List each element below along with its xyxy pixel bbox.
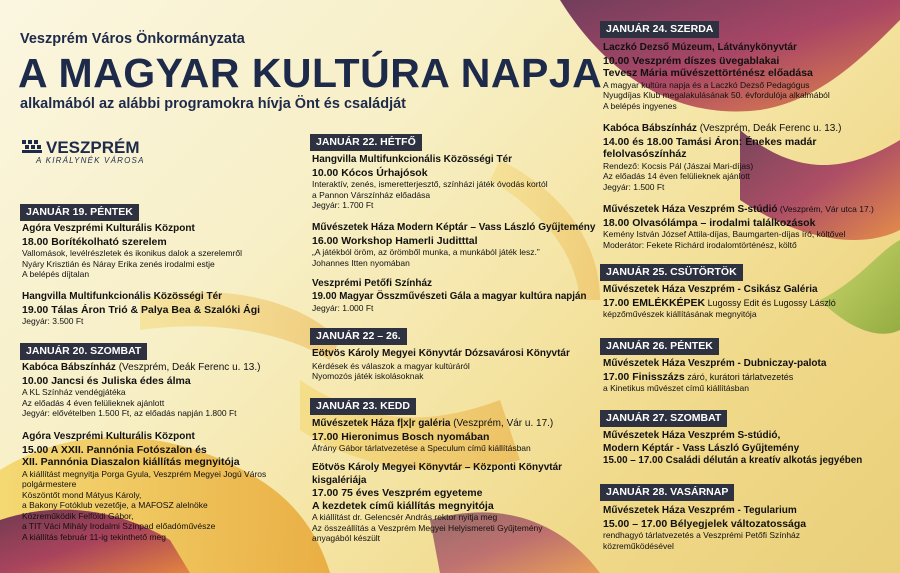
event-title: 15.00 A XXII. Pannónia Fotószalon és: [22, 443, 207, 456]
event-venue: Hangvilla Multifunkcionális Közösségi Tér: [312, 154, 513, 165]
event-desc: Az összeállítás a Veszprém Megyei Helyismereti Gyűjtemény: [312, 522, 543, 533]
event-venue: Agóra Veszprémi Kulturális Központ: [22, 223, 195, 234]
event-title: 17.00 Finisszázs: [603, 370, 685, 383]
event-desc: Jegyár: elővételben 1.500 Ft, az előadás napján 1.800 Ft: [22, 408, 237, 418]
event-desc: Az előadás 14 éven felülieknek ajánlott: [603, 171, 750, 181]
event-talas-trio: [22, 291, 260, 327]
event-desc: Köszöntőt mond Mátyus Károly,: [22, 489, 142, 500]
event-desc: A KL Színház vendégjátéka: [22, 387, 126, 397]
event-desc: Vallomások, levélrészletek és ikonikus dalok a szerelemről: [22, 248, 242, 258]
event-desc: A belépés díjtalan: [22, 269, 90, 279]
event-venue-address: (Veszprém, Deák Ferenc u. 13.): [696, 123, 842, 134]
event-osszmuveszeti-gala: [312, 278, 586, 314]
event-enekes-madar: [603, 123, 841, 192]
event-title: 16.00 Workshop Hamerli Juditttal: [312, 234, 478, 247]
event-desc: rendhagyó tárlatvezetés a Veszprémi Petőfi Színház: [603, 530, 801, 540]
event-diszes-uvegablakai: [603, 42, 830, 111]
event-desc: A belépés ingyenes: [603, 100, 677, 111]
logo-name: VESZPRÉM: [46, 138, 140, 157]
event-desc: Kérdések és válaszok a magyar kultúráról: [312, 360, 470, 371]
event-venue: Veszprémi Petőfi Színház: [312, 278, 433, 289]
event-workshop-hamerli: [312, 222, 595, 268]
event-title: felolvasószínház: [603, 148, 687, 160]
event-venue-address: (Veszprém, Deák Ferenc u. 13.): [115, 362, 261, 373]
page-title: A MAGYAR KULTÚRA NAPJA: [18, 50, 603, 96]
event-title: 10.00 Jancsi és Juliska édes álma: [22, 374, 191, 387]
event-desc: Az előadás 4 éven felülieknek ajánlott: [22, 397, 165, 408]
event-venue-address: (Veszprém, Vár utca 17.): [777, 204, 874, 214]
event-olvasolampa: [603, 203, 874, 250]
day-header-jan20: JANUÁR 20. SZOMBAT: [20, 343, 147, 360]
event-desc: A magyar kultúra napja és a Laczkó Dezső Pedagógus: [603, 79, 810, 90]
event-venue: Agóra Veszprémi Kulturális Központ: [22, 431, 195, 442]
event-desc: A kiállítást dr. Gelencsér András rektor nyitja meg: [312, 512, 498, 522]
event-venue: kisgalériája: [312, 474, 367, 486]
event-desc: Nyomozós játék iskolásoknak: [312, 371, 424, 381]
event-venue: Művészetek Háza Veszprém S-stúdió,: [603, 430, 781, 441]
event-venue: Művészetek Háza Veszprém - Csikász Galéria: [603, 284, 818, 295]
event-title: 17.00 EMLÉKKÉPEK: [603, 296, 706, 309]
event-venue: Eötvös Károly Megyei Könyvtár – Központi Könyvtár: [312, 462, 563, 473]
event-title: 15.00 – 17.00 Családi délután a kreatív alkotás jegyében: [603, 455, 863, 466]
event-belyegjelek: [603, 505, 806, 551]
event-desc: Jegyár: 1.700 Ft: [312, 200, 374, 210]
event-venue: Művészetek Háza Modern Képtár – Vass László Gyűjtemény: [312, 222, 596, 233]
event-title: Tevesz Mária művészettörténész előadása: [603, 67, 813, 79]
event-desc: A kiállítás február 11-ig tekinthető meg: [22, 531, 166, 542]
event-emlekkepek: [603, 284, 836, 320]
event-desc: Moderátor: Fekete Richárd irodalomtörténész, költő: [603, 239, 797, 250]
event-desc: Nyáry Krisztián és Náray Erika zenés irodalmi estje: [22, 258, 215, 269]
event-desc: képzőművészek kiállításának megnyitója: [603, 309, 757, 319]
event-desc: Jegyár: 1.500 Ft: [603, 181, 665, 192]
logo-tagline: A KIRÁLYNÉK VÁROSA: [36, 156, 145, 165]
event-jancsi-juliska: [22, 362, 260, 419]
event-desc: anyagából készült: [312, 533, 381, 543]
event-title: 19.00 Tálas Áron Trió & Palya Bea & Szalóki Ági: [22, 303, 261, 316]
event-title-note: záró, kurátori tárlatvezetés: [684, 371, 794, 382]
event-desc: a Pannon Várszínház előadása: [312, 189, 431, 200]
event-venue: Művészetek Háza f|x|r galéria: [312, 418, 451, 429]
event-venue: Modern Képtár - Vass László Gyűjtemény: [603, 442, 800, 454]
event-finisszazs: [603, 358, 826, 394]
event-venue: Kabóca Bábszínház: [22, 362, 116, 373]
event-dozsavarosi-nyomozos: [312, 348, 570, 382]
event-75-eves-egyetem: [312, 462, 562, 544]
event-desc: Interaktív, zenés, ismeretterjesztő, színházi játék óvodás kortól: [312, 179, 548, 189]
event-venue: Eötvös Károly Megyei Könyvtár Dózsavárosi Könyvtár: [312, 348, 570, 359]
organizer: Veszprém Város Önkormányzata: [20, 31, 245, 47]
event-venue: Művészetek Háza Veszprém - Dubniczay-palota: [603, 358, 827, 369]
day-header-jan28: JANUÁR 28. VASÁRNAP: [600, 484, 734, 501]
event-venue: Művészetek Háza Veszprém S-stúdió: [603, 204, 778, 215]
day-header-jan22: JANUÁR 22. HÉTFŐ: [310, 134, 422, 151]
event-desc: a Kinetikus művészet című kiállításban: [603, 383, 749, 393]
event-title: 14.00 és 18.00 Tamási Áron: Énekes madár: [603, 135, 817, 148]
event-desc: Jegyár: 3.500 Ft: [22, 316, 84, 326]
event-desc: Közreműködik Felföldi Gábor,: [22, 510, 134, 521]
event-title: XII. Pannónia Diaszalon kiállítás megnyitója: [22, 456, 240, 468]
event-title: 18.00 Olvasólámpa – irodalmi találkozások: [603, 216, 816, 229]
event-desc: közreműködésével: [603, 540, 674, 551]
event-title-note: Lugossy Edit és Lugossy László: [705, 297, 836, 308]
event-title: 17.00 75 éves Veszprém egyeteme: [312, 487, 483, 499]
event-title: 15.00 – 17.00 Bélyegjelek változatossága: [603, 517, 807, 530]
event-title: A kezdetek című kiállítás megnyitója: [312, 499, 494, 512]
event-venue-address: (Veszprém, Vár u. 17.): [450, 418, 554, 429]
event-desc: Nyugdíjas Klub megalakulásának 50. évfordulója alkalmából: [603, 90, 830, 100]
event-title: 18.00 Borítékolható szerelem: [22, 235, 167, 248]
event-bosch-nyomaban: [312, 418, 553, 454]
event-venue: Kabóca Bábszínház: [603, 123, 697, 134]
day-header-jan19: JANUÁR 19. PÉNTEK: [20, 204, 139, 221]
event-desc: „A játékból öröm, az örömből munka, a munkából játék lesz.”: [312, 247, 540, 257]
event-title: 10.00 Kócos Úrhajósok: [312, 166, 428, 179]
day-header-jan27: JANUÁR 27. SZOMBAT: [600, 410, 727, 427]
event-desc: A kiállítást megnyitja Porga Gyula, Veszprém Megyei Jogú Város: [22, 468, 267, 479]
event-desc: polgármestere: [22, 479, 77, 489]
event-venue: Hangvilla Multifunkcionális Közösségi Tér: [22, 291, 223, 302]
day-header-jan23: JANUÁR 23. KEDD: [310, 398, 416, 415]
event-csaladi-delutan: [603, 430, 862, 468]
day-header-jan24: JANUÁR 24. SZERDA: [600, 21, 719, 38]
event-desc: Jegyár: 1.000 Ft: [312, 303, 374, 313]
event-desc: Áfrány Gábor tárlatvezetése a Speculum című kiállításban: [312, 443, 531, 453]
event-kocos-urhajosok: [312, 154, 548, 211]
event-desc: Kemény István József Attila-díjas, Baumgarten-díjas író, költővel: [603, 229, 846, 239]
event-desc: Johannes Itten nyomában: [312, 257, 410, 268]
event-pannonia-fotoszalon: [22, 431, 266, 542]
event-venue: Művészetek Háza Veszprém - Tegularium: [603, 505, 797, 516]
event-desc: Rendező: Kocsis Pál (Jászai Mari-díjas): [603, 160, 754, 171]
day-header-jan26: JANUÁR 26. PÉNTEK: [600, 338, 719, 355]
event-desc: a Bakony Fotóklub vezetője, a MAFOSZ alelnöke: [22, 500, 208, 510]
day-header-jan22-26: JANUÁR 22 – 26.: [310, 328, 407, 345]
crown-icon: [22, 140, 44, 156]
day-header-jan25: JANUÁR 25. CSÜTÖRTÖK: [600, 264, 743, 281]
event-title: 17.00 Hieronimus Bosch nyomában: [312, 430, 490, 443]
event-desc: a TIT Váci Mihály Irodalmi Színpad előadóművésze: [22, 521, 216, 531]
event-title: 19.00 Magyar Összművészeti Gála a magyar kultúra napján: [312, 290, 587, 302]
event-borítékolható: [22, 223, 242, 280]
veszprem-logo: [22, 140, 145, 165]
event-venue: Laczkó Dezső Múzeum, Látványkönyvtár: [603, 42, 797, 53]
event-title: 10.00 Veszprém díszes üvegablakai: [603, 54, 780, 67]
page-subtitle: alkalmából az alábbi programokra hívja Önt és családját: [20, 96, 407, 112]
